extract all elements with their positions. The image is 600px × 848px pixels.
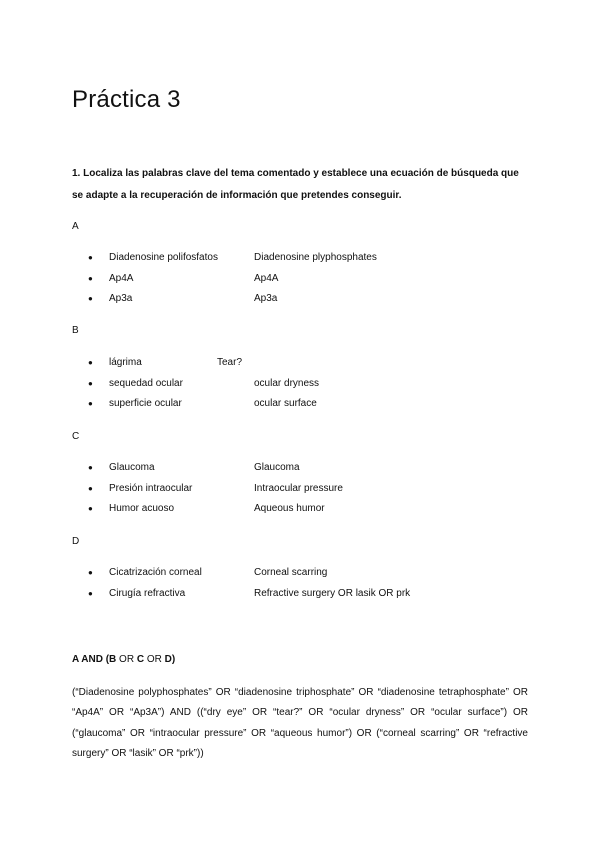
- list-item: [88, 289, 528, 310]
- equation-formula: [72, 654, 175, 665]
- term-spanish: sequedad ocular: [109, 377, 183, 389]
- equation-label-end: ): [171, 654, 176, 665]
- equation-label-or: OR: [116, 654, 137, 665]
- equation-label-d: D: [164, 654, 172, 665]
- term-spanish: Glaucoma: [109, 462, 155, 473]
- term-spanish: Presión intraocular: [109, 482, 193, 494]
- term-spanish: Cirugía refractiva: [109, 587, 186, 599]
- list-item: [88, 394, 528, 415]
- section-a-list: [88, 248, 528, 310]
- equation-label-c: C: [136, 654, 145, 665]
- term-spanish: superficie ocular: [109, 398, 182, 409]
- bullet-icon: ●: [88, 483, 93, 493]
- term-english: Corneal scarring: [254, 567, 328, 578]
- section-label-b: B: [72, 325, 79, 336]
- term-english: Ap4A: [254, 272, 279, 284]
- question-text: 1. Localiza las palabras clave del tema comentado y establece una ecuación de búsqueda que se adapte a la recuperación de información que pretendes conseguir.: [72, 168, 519, 201]
- list-item: [88, 499, 528, 520]
- term-english: Diadenosine plyphosphates: [254, 252, 377, 263]
- bullet-icon: ●: [88, 568, 93, 577]
- bullet-icon: ●: [88, 253, 93, 262]
- section-b-list: [88, 353, 528, 415]
- bullet-icon: ●: [88, 358, 93, 367]
- bullet-icon: ●: [88, 378, 93, 388]
- bullet-icon: ●: [88, 588, 93, 598]
- term-english: Refractive surgery OR lasik OR prk: [254, 587, 411, 599]
- term-spanish: Ap3a: [109, 293, 133, 304]
- equation-label-or: OR: [144, 654, 165, 665]
- search-equation: (“Diadenosine polyphosphates” OR “diadenosine triphosphate” OR “diadenosine tetraphosphate” OR “Ap4A” OR “Ap3A”) AND ((“dry eye” OR “tear?” OR “ocular dryness” OR “ocular surface”) OR (“glaucoma” OR “intraocular pressure” OR “aqueous humor”) OR (“corneal scarring” OR “refractive surgery” OR “lasik” OR “prk”)): [72, 687, 528, 759]
- list-item: [88, 269, 528, 290]
- list-item: [88, 353, 528, 374]
- list-item: [88, 479, 528, 500]
- section-d-list: [88, 563, 528, 604]
- section-label-d: D: [72, 536, 80, 547]
- term-english: Intraocular pressure: [254, 482, 343, 494]
- term-spanish: Cicatrización corneal: [109, 567, 202, 578]
- term-english: Tear?: [217, 357, 243, 368]
- bullet-icon: ●: [88, 273, 93, 283]
- term-english: Ap3a: [254, 293, 278, 304]
- equation-label-start: A AND (: [72, 654, 110, 665]
- bullet-icon: ●: [88, 463, 93, 472]
- equation-label-b: B: [109, 654, 117, 665]
- list-item: [88, 584, 528, 605]
- term-english: Glaucoma: [254, 462, 300, 473]
- list-item: [88, 458, 528, 479]
- section-label-c: C: [72, 431, 80, 442]
- term-spanish: Diadenosine polifosfatos: [109, 252, 218, 263]
- term-spanish: lágrima: [109, 357, 142, 368]
- term-spanish: Humor acuoso: [109, 503, 175, 514]
- section-c-list: [88, 458, 528, 520]
- term-english: ocular dryness: [254, 377, 320, 389]
- term-spanish: Ap4A: [109, 272, 134, 284]
- bullet-icon: ●: [88, 294, 93, 303]
- list-item: [88, 374, 528, 395]
- section-label-a: A: [72, 221, 79, 232]
- bullet-icon: ●: [88, 504, 93, 513]
- bullet-icon: ●: [88, 399, 93, 408]
- term-english: ocular surface: [254, 398, 317, 409]
- list-item: [88, 563, 528, 584]
- term-english: Aqueous humor: [254, 503, 325, 514]
- page-title: Práctica 3: [72, 86, 181, 113]
- list-item: [88, 248, 528, 269]
